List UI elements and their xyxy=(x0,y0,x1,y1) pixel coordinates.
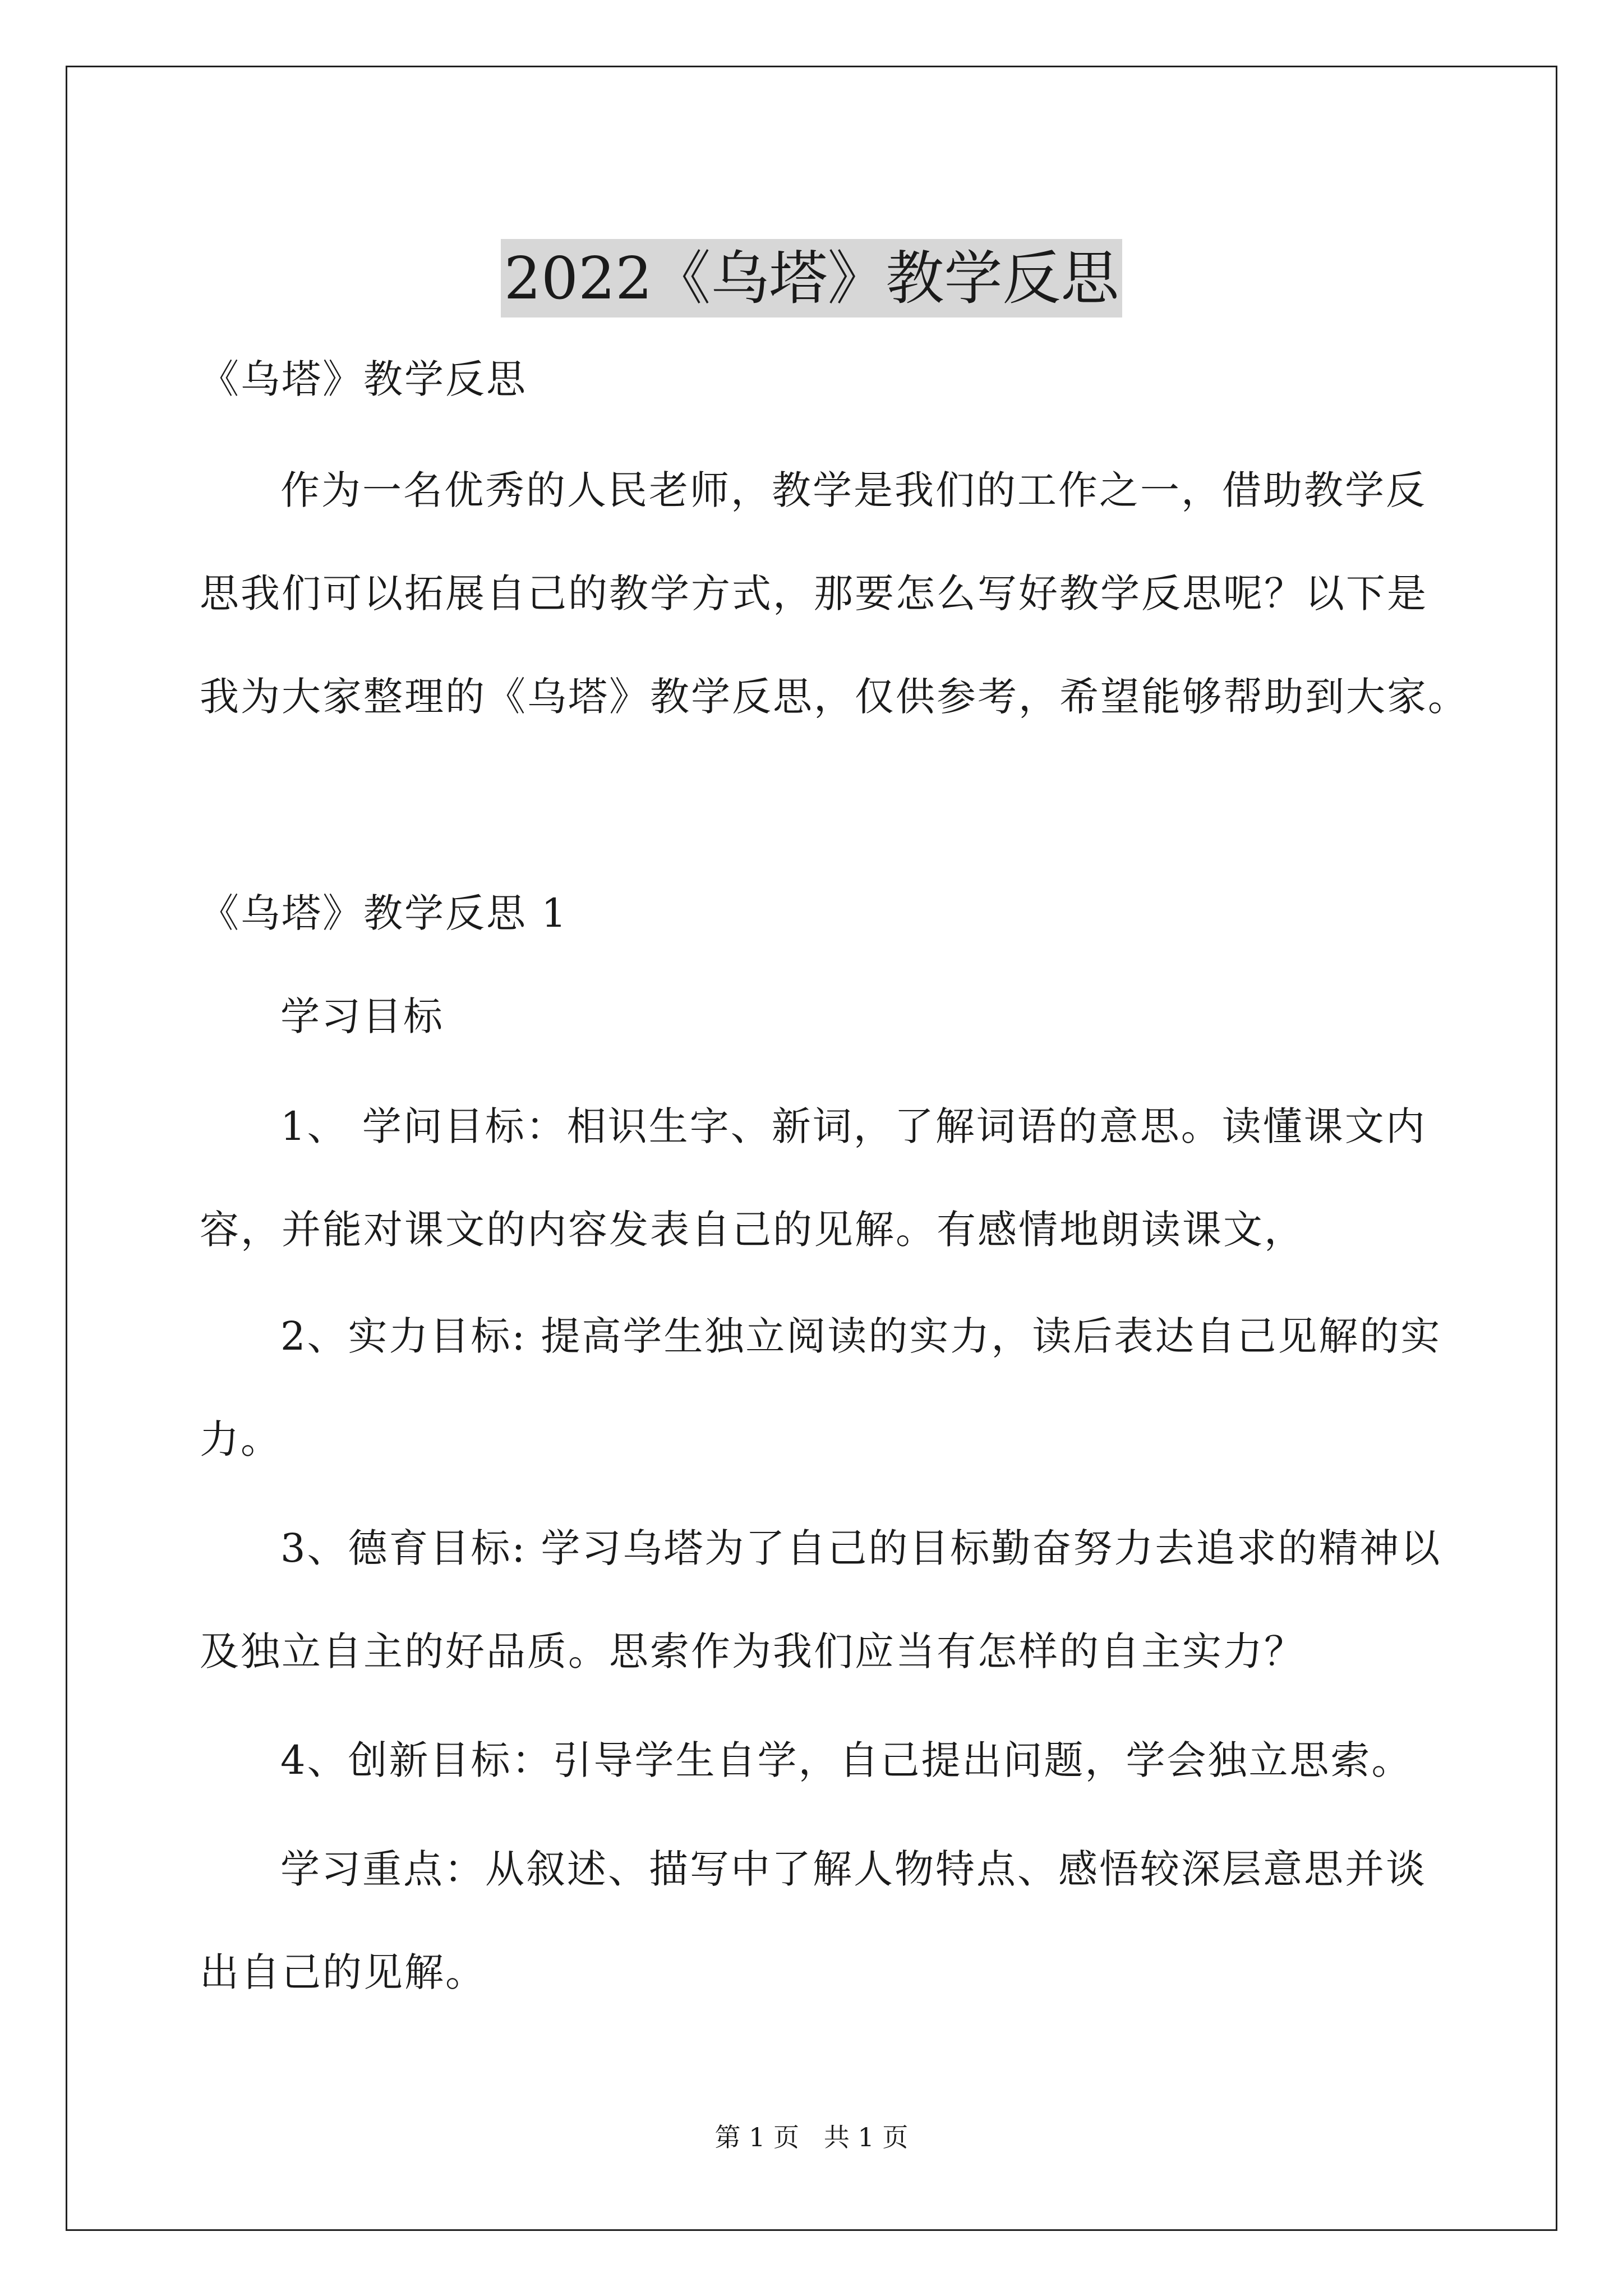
paragraph-line: 容，并能对课文的内容发表自己的见解。有感情地朗读课文， xyxy=(200,1207,1305,1253)
paragraph-line: 学习目标 xyxy=(280,993,444,1039)
paragraph-line: 4、创新目标：引导学生自学，自己提出问题，学会独立思索。 xyxy=(280,1737,1413,1783)
title-wrap xyxy=(0,200,1623,356)
paragraph-line: 我为大家整理的《乌塔》教学反思，仅供参考，希望能够帮助到大家。 xyxy=(200,674,1469,720)
paragraph-line: 学习重点：从叙述、描写中了解人物特点、感悟较深层意思并谈 xyxy=(280,1846,1427,1892)
paragraph-line: 3、德育目标: 学习乌塔为了自己的目标勤奋努力去追求的精神以 xyxy=(280,1525,1442,1571)
paragraph-line: 1、 学问目标：相识生字、新词，了解词语的意思。读懂课文内 xyxy=(280,1103,1427,1149)
section-heading: 《乌塔》教学反思 1 xyxy=(200,890,568,936)
paragraph-line: 2、实力目标: 提高学生独立阅读的实力，读后表达自己见解的实 xyxy=(280,1313,1442,1359)
paragraph-line: 作为一名优秀的人民老师，教学是我们的工作之一，借助教学反 xyxy=(280,467,1427,513)
paragraph-line: 力。 xyxy=(200,1416,282,1462)
subtitle-line: 《乌塔》教学反思 xyxy=(200,356,527,402)
paragraph-line: 思我们可以拓展自己的教学方式，那要怎么写好教学反思呢？以下是 xyxy=(200,570,1428,616)
page-footer: 第 1 页 共 1 页 xyxy=(714,2122,909,2152)
paragraph-line: 出自己的见解。 xyxy=(200,1949,486,1995)
paragraph-line: 及独立自主的好品质。思索作为我们应当有怎样的自主实力？ xyxy=(200,1628,1305,1674)
document-title: 2022《乌塔》教学反思 xyxy=(501,239,1123,318)
